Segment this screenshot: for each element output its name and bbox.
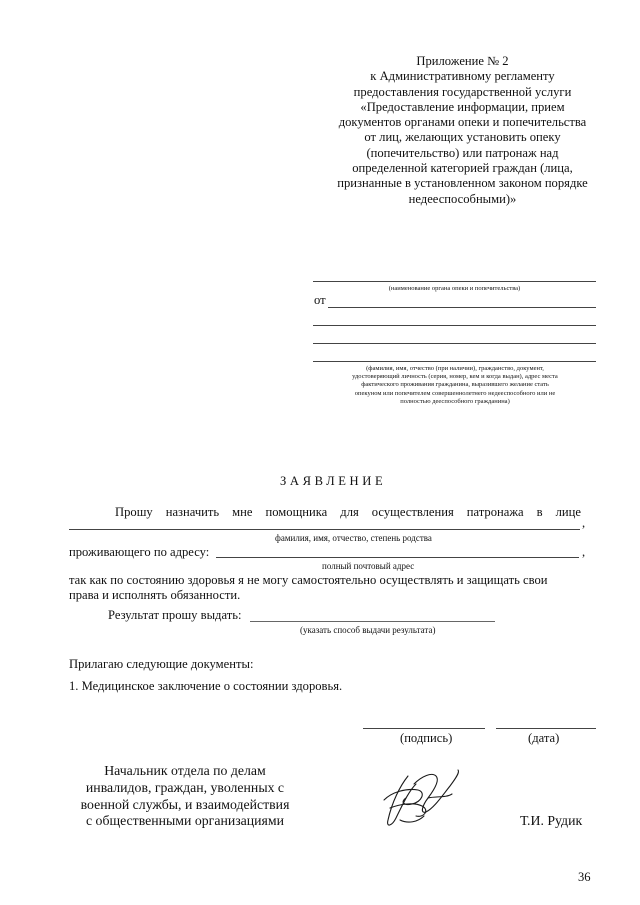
official-title-line: с общественными организациями [85, 813, 285, 829]
request-word: назначить [165, 505, 220, 519]
reason-line-1: так как по состоянию здоровья я не могу самостоятельно осуществлять и защищать свои [69, 573, 548, 587]
appendix-line: недееспособными)» [408, 191, 517, 206]
address-comma: , [582, 545, 586, 559]
appendix-line: определенной категорией граждан (лица, [352, 161, 573, 176]
applicant-caption-line: полностью дееспособного гражданина) [400, 397, 510, 405]
appendix-line: предоставления государственной услуги [353, 84, 572, 99]
appendix-header [320, 54, 605, 207]
request-word: Прошу [115, 505, 153, 519]
request-word: для [340, 505, 359, 519]
official-name: Т.И. Рудик [520, 813, 583, 828]
name-caption: фамилия, имя, отчество, степень родства [275, 533, 432, 543]
applicant-caption-line: (фамилия, имя, отчество (при наличии), гражданство, документ, [366, 365, 544, 372]
request-word: патронажа [466, 505, 524, 519]
applicant-field-line-3[interactable] [313, 343, 596, 344]
address-label: проживающего по адресу: [69, 545, 210, 559]
attachment-item-1: 1. Медицинское заключение о состоянии здоровья. [69, 679, 343, 693]
appendix-line: (попечительство) или патронаж над [366, 145, 559, 160]
date-field[interactable] [496, 728, 596, 729]
date-caption: (дата) [528, 731, 560, 745]
appendix-line: документов органами опеки и попечительства [338, 115, 587, 130]
from-label: от [314, 293, 326, 307]
official-title-line: Начальник отдела по делам [104, 763, 266, 778]
handwritten-signature-icon [370, 762, 470, 834]
appendix-line: от лиц, желающих установить опеку [364, 130, 561, 145]
applicant-caption-line: удостоверяющий личность (серия, номер, кем и когда выдан), адрес места [352, 373, 558, 381]
official-title-line: инвалидов, граждан, уволенных с [85, 779, 285, 795]
page-number: 36 [578, 870, 591, 884]
applicant-caption [300, 365, 610, 406]
signature-field[interactable] [363, 728, 485, 729]
statement-title: ЗАЯВЛЕНИЕ [280, 474, 387, 488]
request-line [115, 505, 581, 520]
reason-line-2: права и исполнять обязанности. [69, 588, 241, 602]
appendix-line: Приложение № 2 [416, 54, 509, 68]
attachments-label: Прилагаю следующие документы: [69, 657, 254, 671]
address-caption: полный почтовый адрес [322, 561, 415, 571]
appendix-line: «Предоставление информации, прием [360, 99, 565, 114]
applicant-field-line-2[interactable] [313, 325, 596, 326]
authority-field-line[interactable] [313, 281, 596, 282]
authority-caption: (наименование органа опеки и попечительства) [388, 285, 521, 292]
result-label: Результат прошу выдать: [108, 608, 242, 622]
request-word: осуществления [371, 505, 454, 519]
result-caption: (указать способ выдачи результата) [300, 625, 436, 635]
applicant-field-line-1[interactable] [328, 307, 596, 308]
appendix-line: признанные в установленном законом порядке [337, 176, 588, 191]
address-field[interactable] [216, 557, 579, 558]
applicant-field-line-4[interactable] [313, 361, 596, 362]
applicant-caption-line: опекуном или попечителем совершеннолетнего недееспособного или не [354, 389, 556, 397]
request-word: помощника [265, 505, 328, 519]
request-word: лице [555, 505, 581, 519]
appendix-line: к Административному регламенту [370, 69, 555, 84]
name-comma: , [582, 516, 586, 530]
official-title-line: военной службы, и взаимодействия [80, 796, 290, 812]
request-word: мне [232, 505, 253, 519]
applicant-caption-line: фактического проживания гражданина, выразившего желание стать [361, 381, 549, 389]
official-title [55, 763, 315, 830]
assistant-name-field[interactable] [69, 529, 580, 530]
request-word: в [536, 505, 543, 519]
result-field[interactable] [250, 621, 495, 622]
signature-caption: (подпись) [400, 731, 453, 745]
